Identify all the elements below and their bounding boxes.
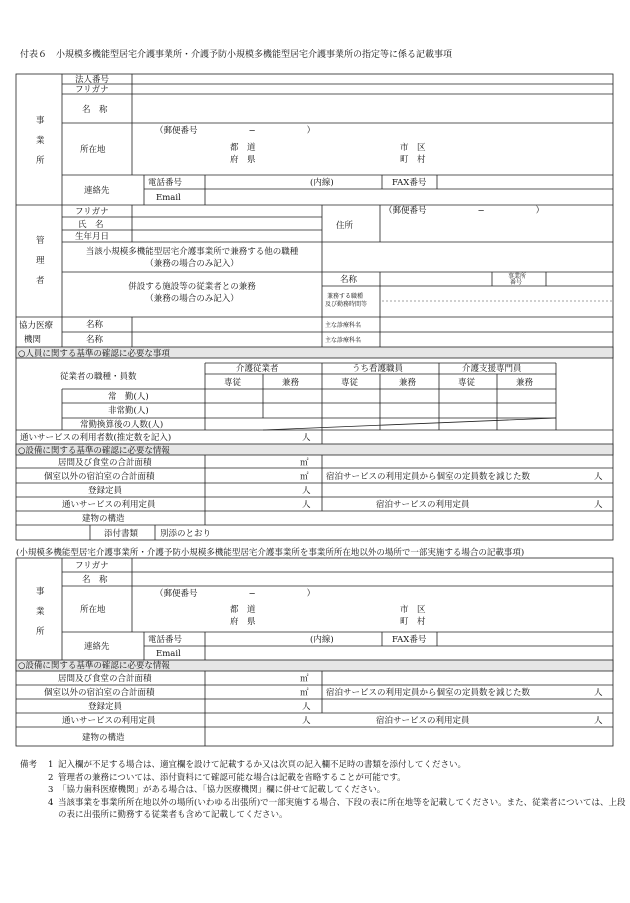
manager-office-number-1: 事業所 [508, 273, 527, 280]
coop-dept-label-2: 主な診療科名 [325, 337, 362, 344]
office-fax-label: FAX番号 [392, 178, 427, 188]
coop-label-2: 機関 [24, 335, 42, 345]
notes [20, 759, 628, 822]
note-number: 2 [48, 772, 54, 783]
sat-room-area-unit: ㎡ [300, 688, 309, 698]
sat-stay-capacity-label: 宿泊サービスの利用定員 [376, 716, 470, 726]
note-number: 1 [48, 760, 54, 770]
office-contact-label: 連絡先 [84, 186, 110, 196]
sat-location-label: 所在地 [80, 605, 106, 615]
sat-living-area-label: 居間及び食堂の合計面積 [58, 674, 152, 684]
note-text: 当該事業を事業所所在地以外の場所(いわゆる出張所)で一部実施する場合、下段の表に所在地等を記載してください。また、従業者については、上段の表に出張所に勤務する従業者も含めて記載してください。 [58, 797, 626, 820]
note-text: 記入欄が不足する場合は、適宜欄を設けて記載するか又は次頁の記入欄不足時の書類を添付してください。 [58, 760, 467, 770]
sat-office-label-3: 所 [36, 627, 45, 637]
office-city-2: 町 村 [400, 155, 426, 165]
manager-label-1: 管 [36, 236, 45, 246]
sat-registered-capacity-label: 登録定員 [88, 702, 123, 712]
office-extension-label: (内線) [310, 178, 334, 188]
sat-postal: （郵便番号 − ） [155, 589, 316, 599]
manager-furigana-label: フリガナ [75, 207, 109, 217]
staff-section-header: ○人員に関する基準の確認に必要な事項 [18, 349, 170, 359]
office-pref-2: 府 県 [230, 155, 256, 165]
office-postal: （郵便番号 − ） [155, 126, 316, 136]
note-number: 3 [48, 785, 54, 795]
manager-name-label: 氏 名 [78, 220, 104, 230]
manager-facility-line2: （兼務の場合のみ記入） [145, 294, 239, 304]
staff-col-title: 従業者の職種・員数 [60, 372, 137, 382]
as-attached-text: 別添のとおり [160, 529, 212, 539]
office-email-label: Email [156, 193, 181, 203]
office-label-2: 業 [36, 136, 45, 146]
stay-capacity-unit: 人 [594, 500, 603, 510]
care-manager-concurrent: 兼務 [516, 378, 534, 388]
day-users-label: 通いサービスの利用者数(推定数を記入) [20, 433, 172, 443]
sat-phone-label: 電話番号 [148, 635, 183, 645]
day-capacity-label: 通いサービスの利用定員 [62, 500, 156, 510]
attached-docs-label: 添付書類 [104, 529, 139, 539]
office-pref-1: 都 道 [230, 143, 256, 153]
registered-capacity-unit: 人 [302, 486, 311, 496]
sat-fax-label: FAX番号 [392, 635, 427, 645]
sat-structure-label: 建物の構造 [82, 733, 125, 743]
day-users-unit: 人 [302, 433, 311, 443]
satellite-heading: (小規模多機能型居宅介護事業所・介護予防小規模多機能型居宅介護事業所を事業所所在地以外の場所で一部実施する場合の記載事項) [16, 548, 525, 558]
row-fte-label: 常勤換算後の人数(人) [80, 420, 164, 430]
sat-room-area-label: 個室以外の宿泊室の合計面積 [44, 688, 155, 698]
care-manager-header: 介護支援専門員 [462, 364, 522, 374]
manager-birth-label: 生年月日 [75, 232, 110, 242]
office-name-label: 名 称 [82, 105, 108, 115]
sat-stay-minus-private-label: 宿泊サービスの利用定員から個室の定員数を減じた数 [326, 688, 531, 698]
manager-concurrent-line2: （兼務の場合のみ記入） [145, 259, 239, 269]
note-item [20, 784, 628, 797]
manager-postal: （郵便番号 − ） [384, 206, 545, 216]
office-phone-label: 電話番号 [148, 178, 183, 188]
sat-city-2: 町 村 [400, 617, 426, 627]
sat-facility-header: ○設備に関する基準の確認に必要な情報 [18, 661, 170, 671]
sat-day-capacity-unit: 人 [302, 716, 311, 726]
note-item [20, 797, 628, 822]
manager-office-number-2: 番号 [510, 279, 523, 286]
sat-name-label: 名 称 [82, 575, 108, 585]
sat-stay-capacity-unit: 人 [594, 716, 603, 726]
coop-name-label-1: 名称 [86, 320, 104, 330]
sat-pref-1: 都 道 [230, 605, 256, 615]
stay-minus-private-label: 宿泊サービスの利用定員から個室の定員数を減じた数 [326, 472, 531, 482]
structure-label: 建物の構造 [82, 514, 125, 524]
stay-capacity-label: 宿泊サービスの利用定員 [376, 500, 470, 510]
manager-hours-1: 兼務する職種 [327, 293, 364, 300]
sat-contact-label: 連絡先 [84, 642, 110, 652]
sat-extension-label: (内線) [310, 635, 334, 645]
room-area-label: 個室以外の宿泊室の合計面積 [44, 472, 155, 482]
room-area-unit: ㎡ [300, 472, 309, 482]
coop-label-1: 協力医療 [19, 321, 54, 331]
nurse-fulltime: 専従 [341, 378, 359, 388]
day-capacity-unit: 人 [302, 500, 311, 510]
office-city-1: 市 区 [400, 143, 426, 153]
care-staff-fulltime: 専従 [224, 378, 242, 388]
form-title: 付表６ 小規模多機能型居宅介護事業所・介護予防小規模多機能型居宅介護事業所の指定等に係る記載事項 [20, 50, 453, 60]
manager-hours-2: 及び勤務時間等 [325, 301, 368, 308]
living-area-label: 居間及び食堂の合計面積 [58, 458, 152, 468]
sat-furigana-label: フリガナ [75, 561, 109, 571]
nurse-concurrent: 兼務 [399, 378, 417, 388]
row-fulltime-label: 常 勤(人) [108, 392, 149, 402]
care-staff-concurrent: 兼務 [282, 378, 300, 388]
office-label-3: 所 [36, 156, 45, 166]
manager-address-label: 住所 [336, 221, 354, 231]
manager-facility-line1: 併設する施設等の従業者との兼務 [128, 282, 256, 292]
sat-day-capacity-label: 通いサービスの利用定員 [62, 716, 156, 726]
sat-email-label: Email [156, 649, 181, 659]
manager-concurrent-line1: 当該小規模多機能型居宅介護事業所で兼務する他の職種 [85, 247, 299, 257]
facility-section-header: ○設備に関する基準の確認に必要な情報 [18, 446, 170, 456]
sat-stay-minus-private-unit: 人 [594, 688, 603, 698]
sat-pref-2: 府 県 [230, 617, 256, 627]
manager-label-2: 理 [36, 256, 45, 266]
living-area-unit: ㎡ [300, 458, 309, 468]
care-staff-header: 介護従業者 [236, 364, 279, 374]
office-location-label: 所在地 [80, 145, 106, 155]
stay-minus-private-unit: 人 [594, 472, 603, 482]
manager-label-3: 者 [36, 276, 45, 286]
row-parttime-label: 非常勤(人) [108, 406, 149, 416]
coop-dept-label-1: 主な診療科名 [325, 322, 362, 329]
registered-capacity-label: 登録定員 [88, 486, 123, 496]
note-item [20, 759, 628, 772]
office-furigana-label: フリガナ [75, 85, 109, 95]
note-item [20, 772, 628, 785]
sat-living-area-unit: ㎡ [300, 674, 309, 684]
corp-number-label: 法人番号 [75, 75, 110, 85]
note-number: 4 [48, 797, 54, 808]
nurse-header: うち看護職員 [352, 364, 404, 374]
sat-office-label-1: 事 [36, 587, 45, 597]
notes-label: 備考 [20, 760, 38, 770]
note-text: 管理者の兼務については、添付資料にて確認可能な場合は記載を省略することが可能です。 [58, 772, 406, 783]
note-text: 「協力歯科医療機関」がある場合は、「協力医療機関」欄に併せて記載してください。 [58, 785, 386, 795]
coop-name-label-2: 名称 [86, 335, 104, 345]
care-manager-fulltime: 専従 [458, 378, 476, 388]
sat-registered-capacity-unit: 人 [302, 702, 311, 712]
sat-city-1: 市 区 [400, 605, 426, 615]
manager-facility-name-label: 名称 [340, 275, 358, 285]
sat-office-label-2: 業 [36, 607, 45, 617]
office-label-1: 事 [36, 116, 45, 126]
